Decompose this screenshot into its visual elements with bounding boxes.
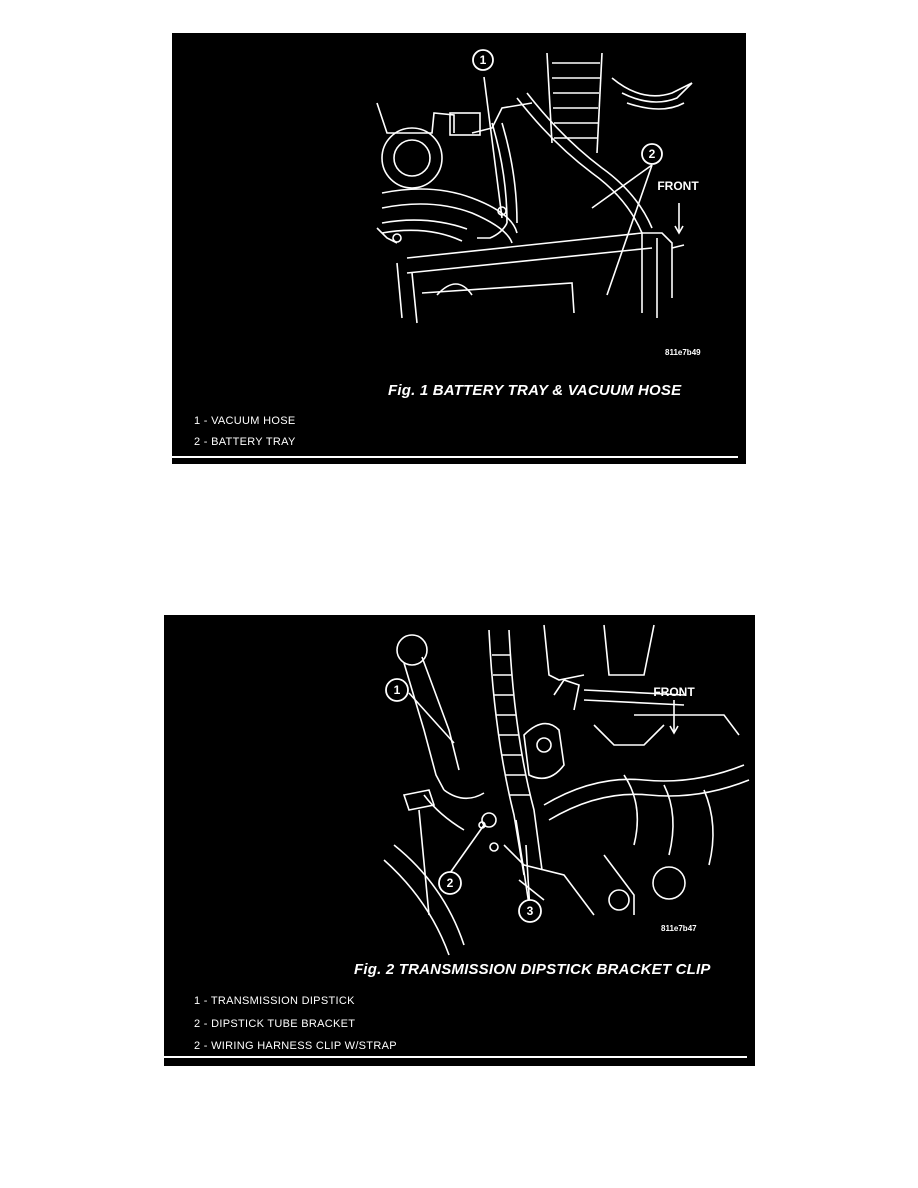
figure-1 (172, 33, 746, 464)
legend-item: 2 - WIRING HARNESS CLIP W/STRAP (194, 1040, 397, 1052)
callout-1: 1 (479, 53, 487, 67)
figure-caption: Fig. 2 TRANSMISSION DIPSTICK BRACKET CLIP (354, 961, 711, 978)
divider-rule (172, 456, 738, 458)
front-label: FRONT (653, 685, 695, 699)
illustration-id: 811e7b47 (661, 924, 697, 933)
figure-2 (164, 615, 755, 1066)
figure-caption: Fig. 1 BATTERY TRAY & VACUUM HOSE (388, 382, 682, 399)
legend-item: 2 - DIPSTICK TUBE BRACKET (194, 1018, 356, 1030)
front-label: FRONT (657, 179, 699, 193)
legend-item: 1 - VACUUM HOSE (194, 415, 296, 427)
battery-tray-illustration (172, 33, 746, 464)
illustration-id: 811e7b49 (665, 348, 701, 357)
callout-2: 2 (446, 876, 454, 890)
callout-1: 1 (393, 683, 401, 697)
callout-2: 2 (648, 147, 656, 161)
legend-item: 1 - TRANSMISSION DIPSTICK (194, 995, 355, 1007)
legend-item: 2 - BATTERY TRAY (194, 436, 296, 448)
callout-3: 3 (526, 904, 534, 918)
divider-rule (164, 1056, 747, 1058)
